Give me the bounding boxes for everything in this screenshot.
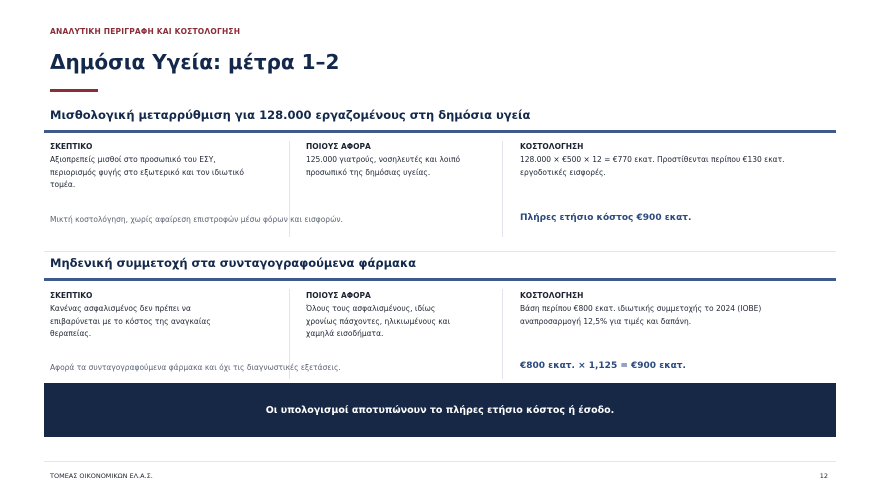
- cost-text: [520, 154, 830, 179]
- measure-2-divider-2: [502, 289, 503, 379]
- measure-1-note: Μικτή κοστολόγηση, χωρίς αφαίρεση επιστροφών μέσω φόρων και εισφορών.: [50, 215, 343, 224]
- measure-1-title: Μισθολογική μεταρρύθμιση για 128.000 εργαζομένους στη δημόσια υγεία: [50, 108, 531, 122]
- text-line: χρονίως πάσχοντες, ηλικιωμένους και: [306, 316, 451, 326]
- eyebrow: ΑΝΑΛΥΤΙΚΗ ΠΕΡΙΓΡΑΦΗ ΚΑΙ ΚΟΣΤΟΛΟΓΗΣΗ: [50, 27, 241, 36]
- measure-2-rule: [44, 278, 836, 281]
- measure-2-note: Αφορά τα συνταγογραφούμενα φάρμακα και όχι τις διαγνωστικές εξετάσεις.: [50, 363, 341, 372]
- text-line: Κανένας ασφαλισμένος δεν πρέπει να: [50, 304, 191, 313]
- measure-1-who: [306, 142, 496, 179]
- measure-2-highlight: €800 εκατ. × 1,125 = €900 εκατ.: [520, 361, 686, 371]
- who-label: ΠΟΙΟΥΣ ΑΦΟΡΑ: [306, 291, 371, 300]
- text-line: Όλους τους ασφαλισμένους, ιδίως: [306, 304, 436, 313]
- measure-1-divider-2: [502, 141, 503, 237]
- summary-banner: [44, 383, 836, 437]
- page-number: 12: [819, 472, 828, 480]
- measure-1-highlight: Πλήρες ετήσιο κόστος €900 εκατ.: [520, 213, 692, 223]
- rationale-label: ΣΚΕΠΤΙΚΟ: [50, 142, 93, 151]
- rationale-text: [50, 154, 282, 192]
- measure-2-rationale: [50, 291, 282, 341]
- text-line: εργοδοτικές εισφορές.: [520, 167, 606, 177]
- text-line: επιβαρύνεται με το κόστος της αναγκαίας: [50, 316, 211, 326]
- summary-banner-text: Οι υπολογισμοί αποτυπώνουν το πλήρες ετήσιο κόστος ή έσοδο.: [265, 404, 615, 416]
- text-line: τομέα.: [50, 180, 76, 189]
- section-separator: [44, 251, 836, 252]
- rationale-label: ΣΚΕΠΤΙΚΟ: [50, 291, 93, 300]
- title-accent-rule: [50, 89, 98, 92]
- text-line: χαμηλά εισοδήματα.: [306, 329, 384, 338]
- who-text: [306, 303, 496, 341]
- text-line: προσωπικό της δημόσιας υγείας.: [306, 167, 431, 177]
- rationale-text: [50, 303, 282, 341]
- who-text: [306, 154, 496, 179]
- cost-label: ΚΟΣΤΟΛΟΓΗΣΗ: [520, 142, 584, 151]
- text-line: θεραπείας.: [50, 329, 92, 338]
- cost-text: [520, 303, 830, 328]
- cost-label: ΚΟΣΤΟΛΟΓΗΣΗ: [520, 291, 584, 300]
- text-line: 128.000 × €500 × 12 = €770 εκατ. Προστίθενται περίπου €130 εκατ.: [520, 155, 785, 164]
- text-line: 125.000 γιατρούς, νοσηλευτές και λοιπό: [306, 155, 461, 164]
- text-line: Αξιοπρεπείς μισθοί στο προσωπικό του ΕΣΥ,: [50, 155, 216, 164]
- measure-2-who: [306, 291, 496, 341]
- text-line: Βάση περίπου €800 εκατ. ιδιωτικής συμμετοχής το 2024 (ΙΟΒΕ): [520, 304, 762, 313]
- text-line: αναπροσαρμογή 12,5% για τιμές και δαπάνη.: [520, 316, 692, 326]
- text-line: περιορισμός φυγής στο εξωτερικό και τον ιδιωτικό: [50, 167, 244, 177]
- footer-rule: [44, 461, 836, 462]
- footer-organization: ΤΟΜΕΑΣ ΟΙΚΟΝΟΜΙΚΩΝ ΕΛ.Α.Σ.: [50, 472, 153, 480]
- who-label: ΠΟΙΟΥΣ ΑΦΟΡΑ: [306, 142, 371, 151]
- measure-2-cost: [520, 291, 830, 328]
- page-title: Δημόσια Υγεία: μέτρα 1–2: [50, 50, 340, 74]
- measure-1-cost: [520, 142, 830, 179]
- measure-1-rule: [44, 130, 836, 133]
- measure-2-title: Μηδενική συμμετοχή στα συνταγογραφούμενα φάρμακα: [50, 256, 417, 270]
- measure-1-rationale: [50, 142, 282, 192]
